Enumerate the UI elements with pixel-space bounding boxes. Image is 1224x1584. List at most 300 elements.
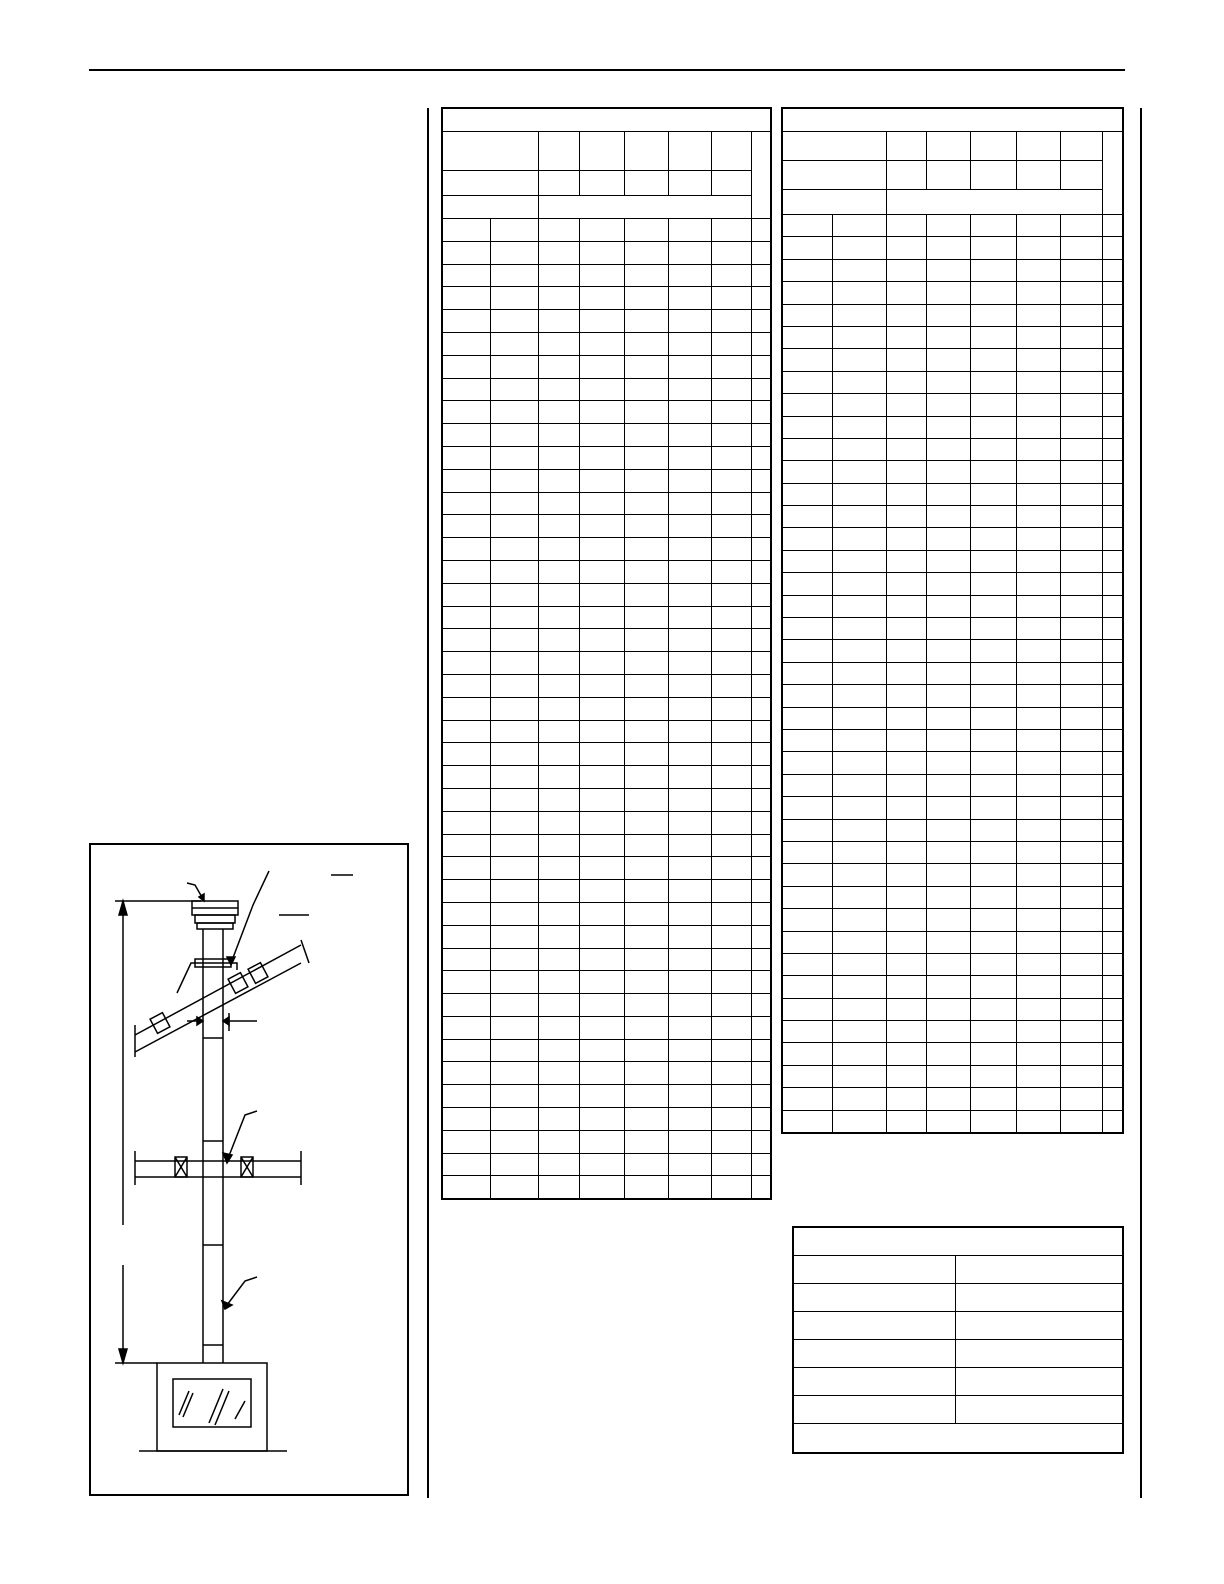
table-cell xyxy=(751,1130,771,1153)
table-cell xyxy=(926,819,970,841)
table-cell xyxy=(711,378,751,401)
table-cell xyxy=(538,606,579,629)
table-row xyxy=(782,573,1123,595)
table-cell xyxy=(1102,864,1123,886)
table-cell xyxy=(538,652,579,675)
table-cell xyxy=(711,1108,751,1131)
table-cell xyxy=(970,371,1016,393)
table-cell xyxy=(751,219,771,242)
table-cell xyxy=(538,925,579,948)
table-cell xyxy=(886,707,926,729)
table-cell xyxy=(1060,506,1102,528)
table-cell xyxy=(751,538,771,561)
table-cell xyxy=(751,834,771,857)
table-cell xyxy=(711,971,751,994)
table-cell xyxy=(751,287,771,310)
table-cell xyxy=(1060,729,1102,751)
table-cell xyxy=(782,886,832,908)
table-row xyxy=(442,401,771,424)
table-cell xyxy=(579,219,624,242)
table-cell xyxy=(711,948,751,971)
table-row xyxy=(782,953,1123,975)
table-row xyxy=(782,161,1123,190)
table-cell xyxy=(442,1016,490,1039)
table-cell xyxy=(1060,953,1102,975)
table-cell xyxy=(1016,953,1060,975)
table-cell xyxy=(926,371,970,393)
table-cell xyxy=(955,1256,1123,1284)
table-cell xyxy=(579,560,624,583)
table-cell xyxy=(832,976,886,998)
table-cell xyxy=(1016,349,1060,371)
table-cell xyxy=(970,864,1016,886)
table-cell xyxy=(1016,729,1060,751)
table-cell xyxy=(1102,797,1123,819)
table-row xyxy=(442,1176,771,1199)
table-cell xyxy=(970,1110,1016,1133)
table-cell xyxy=(926,483,970,505)
table-cell xyxy=(886,1043,926,1065)
table-cell xyxy=(668,264,711,287)
table-cell xyxy=(782,1110,832,1133)
table-cell xyxy=(579,834,624,857)
table-cell xyxy=(711,902,751,925)
table-cell xyxy=(538,720,579,743)
table-cell xyxy=(624,264,668,287)
table-cell xyxy=(1102,886,1123,908)
table-cell xyxy=(442,925,490,948)
table-cell xyxy=(442,1176,490,1199)
table-cell xyxy=(1060,394,1102,416)
table-cell xyxy=(751,697,771,720)
table-cell xyxy=(832,461,886,483)
table-row xyxy=(782,886,1123,908)
table-row xyxy=(793,1368,1123,1396)
table-row xyxy=(782,1110,1123,1133)
table-cell xyxy=(832,819,886,841)
table-row xyxy=(442,196,771,219)
table-cell xyxy=(668,355,711,378)
table-cell xyxy=(832,864,886,886)
table-cell xyxy=(442,424,490,447)
table-cell xyxy=(579,1108,624,1131)
table-cell xyxy=(1060,349,1102,371)
table-cell xyxy=(1016,483,1060,505)
table-cell xyxy=(886,237,926,259)
table-cell xyxy=(538,948,579,971)
table-cell xyxy=(926,416,970,438)
table-row xyxy=(442,515,771,538)
table-cell xyxy=(1102,819,1123,841)
table-row xyxy=(442,834,771,857)
table-cell xyxy=(1060,371,1102,393)
table-cell xyxy=(579,287,624,310)
chimney-installation-figure xyxy=(89,843,409,1496)
table-cell xyxy=(442,264,490,287)
table-cell xyxy=(490,332,538,355)
table-cell xyxy=(624,469,668,492)
table-cell xyxy=(624,378,668,401)
table-cell xyxy=(711,720,751,743)
table-cell xyxy=(970,595,1016,617)
table-cell xyxy=(1060,461,1102,483)
table-row xyxy=(782,215,1123,237)
table-cell xyxy=(832,506,886,528)
table-cell xyxy=(490,606,538,629)
table-row xyxy=(442,378,771,401)
table-cell xyxy=(624,171,668,196)
table-cell xyxy=(926,506,970,528)
table-cell xyxy=(886,132,926,161)
table-cell xyxy=(1102,550,1123,572)
table-row xyxy=(442,994,771,1017)
table-cell xyxy=(490,424,538,447)
table-cell xyxy=(1016,774,1060,796)
table-cell xyxy=(1102,976,1123,998)
table-cell xyxy=(1060,326,1102,348)
table-cell xyxy=(624,560,668,583)
table-cell xyxy=(793,1284,955,1312)
table-cell xyxy=(1060,1043,1102,1065)
table-cell xyxy=(1102,438,1123,460)
table-cell xyxy=(579,469,624,492)
table-row xyxy=(442,811,771,834)
table-row xyxy=(782,326,1123,348)
table-cell xyxy=(490,287,538,310)
table-cell xyxy=(538,1039,579,1062)
table-cell xyxy=(668,132,711,171)
table-row xyxy=(442,446,771,469)
table-cell xyxy=(970,618,1016,640)
table-row xyxy=(442,538,771,561)
table-cell xyxy=(832,1110,886,1133)
table-cell xyxy=(1102,461,1123,483)
data-table-left xyxy=(441,107,772,1200)
table-cell xyxy=(782,640,832,662)
table-cell xyxy=(538,355,579,378)
table-cell xyxy=(793,1396,955,1424)
table-cell xyxy=(442,1062,490,1085)
table-cell xyxy=(782,752,832,774)
table-cell xyxy=(970,161,1016,190)
table-cell xyxy=(1102,998,1123,1020)
table-cell xyxy=(1016,797,1060,819)
table-cell xyxy=(1016,132,1060,161)
table-cell xyxy=(711,241,751,264)
table-cell xyxy=(782,461,832,483)
table-cell xyxy=(970,685,1016,707)
table-cell xyxy=(538,132,579,171)
table-row xyxy=(442,902,771,925)
table-cell xyxy=(970,752,1016,774)
table-cell xyxy=(711,560,751,583)
table-cell xyxy=(886,394,926,416)
table-cell xyxy=(490,880,538,903)
table-cell xyxy=(970,416,1016,438)
table-row xyxy=(442,1108,771,1131)
table-cell xyxy=(886,618,926,640)
table-cell xyxy=(970,237,1016,259)
table-cell xyxy=(1016,550,1060,572)
table-cell xyxy=(1102,1110,1123,1133)
table-cell xyxy=(751,811,771,834)
table-cell xyxy=(782,573,832,595)
table-row xyxy=(782,1065,1123,1087)
table-cell xyxy=(442,652,490,675)
table-cell xyxy=(926,752,970,774)
table-cell xyxy=(970,132,1016,161)
table-cell xyxy=(668,766,711,789)
table-cell xyxy=(886,483,926,505)
table-cell xyxy=(490,857,538,880)
table-cell xyxy=(751,583,771,606)
table-cell xyxy=(1102,662,1123,684)
table-cell xyxy=(711,811,751,834)
table-cell xyxy=(886,953,926,975)
table-cell xyxy=(1016,931,1060,953)
table-cell xyxy=(538,241,579,264)
table-cell xyxy=(538,697,579,720)
table-cell xyxy=(442,1108,490,1131)
table-cell xyxy=(886,998,926,1020)
table-cell xyxy=(668,446,711,469)
column-divider-left xyxy=(427,108,429,1498)
table-cell xyxy=(624,355,668,378)
table-cell xyxy=(926,841,970,863)
table-cell xyxy=(711,287,751,310)
table-cell xyxy=(886,595,926,617)
table-cell xyxy=(624,1062,668,1085)
table-cell xyxy=(490,583,538,606)
table-cell xyxy=(751,766,771,789)
table-cell xyxy=(538,287,579,310)
table-cell xyxy=(711,1176,751,1199)
table-cell xyxy=(1102,573,1123,595)
table-cell xyxy=(490,310,538,333)
table-cell xyxy=(1102,752,1123,774)
table-cell xyxy=(886,1065,926,1087)
table-cell xyxy=(886,550,926,572)
table-cell xyxy=(1060,259,1102,281)
table-cell xyxy=(538,1130,579,1153)
table-row xyxy=(793,1396,1123,1424)
table-cell xyxy=(668,902,711,925)
table-cell xyxy=(668,697,711,720)
table-cell xyxy=(624,788,668,811)
table-cell xyxy=(970,819,1016,841)
table-cell xyxy=(490,743,538,766)
table-cell xyxy=(624,332,668,355)
table-cell xyxy=(490,652,538,675)
table-cell xyxy=(970,909,1016,931)
table-cell xyxy=(970,326,1016,348)
table-cell xyxy=(624,219,668,242)
table-cell xyxy=(970,304,1016,326)
table-cell xyxy=(579,401,624,424)
column-divider-right xyxy=(1140,108,1142,1498)
table-cell xyxy=(1102,685,1123,707)
table-cell xyxy=(711,332,751,355)
table-row xyxy=(442,1085,771,1108)
table-cell xyxy=(490,1039,538,1062)
table-row xyxy=(782,461,1123,483)
table-cell xyxy=(1060,819,1102,841)
table-cell xyxy=(832,774,886,796)
table-cell xyxy=(624,132,668,171)
table-row xyxy=(442,332,771,355)
table-cell xyxy=(886,215,926,237)
table-cell xyxy=(926,282,970,304)
table-cell xyxy=(490,1176,538,1199)
table-row xyxy=(782,438,1123,460)
table-cell xyxy=(751,241,771,264)
table-cell xyxy=(668,994,711,1017)
table-cell xyxy=(1016,506,1060,528)
table-cell xyxy=(668,948,711,971)
table-cell xyxy=(442,697,490,720)
table-cell xyxy=(711,1130,751,1153)
table-cell xyxy=(886,797,926,819)
table-cell xyxy=(442,219,490,242)
table-cell xyxy=(442,108,771,132)
table-cell xyxy=(1060,550,1102,572)
table-cell xyxy=(1102,215,1123,237)
table-row xyxy=(782,640,1123,662)
table-cell xyxy=(668,629,711,652)
table-cell xyxy=(711,1062,751,1085)
table-cell xyxy=(793,1368,955,1396)
table-cell xyxy=(926,797,970,819)
table-cell xyxy=(538,1016,579,1039)
table-cell xyxy=(970,349,1016,371)
table-cell xyxy=(1102,1021,1123,1043)
table-cell xyxy=(926,132,970,161)
table-cell xyxy=(579,378,624,401)
table-row xyxy=(782,774,1123,796)
table-cell xyxy=(1102,774,1123,796)
table-cell xyxy=(579,1130,624,1153)
table-row xyxy=(782,237,1123,259)
table-cell xyxy=(751,743,771,766)
table-cell xyxy=(490,515,538,538)
table-cell xyxy=(490,1016,538,1039)
table-cell xyxy=(886,416,926,438)
table-cell xyxy=(624,1039,668,1062)
table-cell xyxy=(624,652,668,675)
table-cell xyxy=(886,819,926,841)
table-cell xyxy=(970,797,1016,819)
table-row xyxy=(782,304,1123,326)
table-cell xyxy=(832,237,886,259)
table-cell xyxy=(1102,640,1123,662)
table-cell xyxy=(832,662,886,684)
table-cell xyxy=(926,729,970,751)
table-cell xyxy=(711,1016,751,1039)
table-cell xyxy=(442,378,490,401)
table-cell xyxy=(782,304,832,326)
table-cell xyxy=(970,506,1016,528)
table-cell xyxy=(442,743,490,766)
table-cell xyxy=(751,652,771,675)
table-cell xyxy=(579,948,624,971)
table-cell xyxy=(538,971,579,994)
table-cell xyxy=(442,834,490,857)
table-cell xyxy=(1060,483,1102,505)
table-cell xyxy=(970,998,1016,1020)
table-row xyxy=(793,1227,1123,1256)
table-cell xyxy=(668,378,711,401)
table-cell xyxy=(926,886,970,908)
table-cell xyxy=(579,971,624,994)
table-cell xyxy=(886,282,926,304)
table-cell xyxy=(668,1039,711,1062)
table-cell xyxy=(926,1021,970,1043)
table-cell xyxy=(970,259,1016,281)
table-cell xyxy=(955,1340,1123,1368)
table-row xyxy=(442,560,771,583)
table-cell xyxy=(886,1021,926,1043)
table-cell xyxy=(1102,595,1123,617)
table-cell xyxy=(668,560,711,583)
table-cell xyxy=(442,446,490,469)
table-cell xyxy=(442,629,490,652)
table-cell xyxy=(751,446,771,469)
table-cell xyxy=(538,1176,579,1199)
table-cell xyxy=(490,401,538,424)
table-cell xyxy=(1102,1088,1123,1110)
table-row xyxy=(442,948,771,971)
table-cell xyxy=(490,971,538,994)
table-cell xyxy=(1060,1065,1102,1087)
table-cell xyxy=(624,948,668,971)
table-cell xyxy=(926,1043,970,1065)
table-cell xyxy=(751,515,771,538)
table-cell xyxy=(970,953,1016,975)
table-cell xyxy=(970,1065,1016,1087)
table-cell xyxy=(832,640,886,662)
table-cell xyxy=(579,171,624,196)
table-cell xyxy=(624,424,668,447)
table-cell xyxy=(579,788,624,811)
table-cell xyxy=(1060,707,1102,729)
table-cell xyxy=(442,606,490,629)
table-cell xyxy=(624,720,668,743)
table-cell xyxy=(579,583,624,606)
table-cell xyxy=(832,282,886,304)
table-cell xyxy=(1060,215,1102,237)
table-cell xyxy=(751,857,771,880)
table-cell xyxy=(926,215,970,237)
table-cell xyxy=(1016,1065,1060,1087)
table-cell xyxy=(926,976,970,998)
table-cell xyxy=(442,994,490,1017)
table-cell xyxy=(886,304,926,326)
table-cell xyxy=(579,720,624,743)
table-cell xyxy=(711,1085,751,1108)
table-cell xyxy=(782,528,832,550)
table-cell xyxy=(624,583,668,606)
table-cell xyxy=(1016,259,1060,281)
table-cell xyxy=(490,788,538,811)
table-cell xyxy=(624,1153,668,1176)
table-cell xyxy=(886,506,926,528)
table-cell xyxy=(832,909,886,931)
data-table-right xyxy=(781,107,1124,1134)
table-row xyxy=(442,720,771,743)
table-cell xyxy=(668,171,711,196)
table-cell xyxy=(668,401,711,424)
table-cell xyxy=(538,1153,579,1176)
